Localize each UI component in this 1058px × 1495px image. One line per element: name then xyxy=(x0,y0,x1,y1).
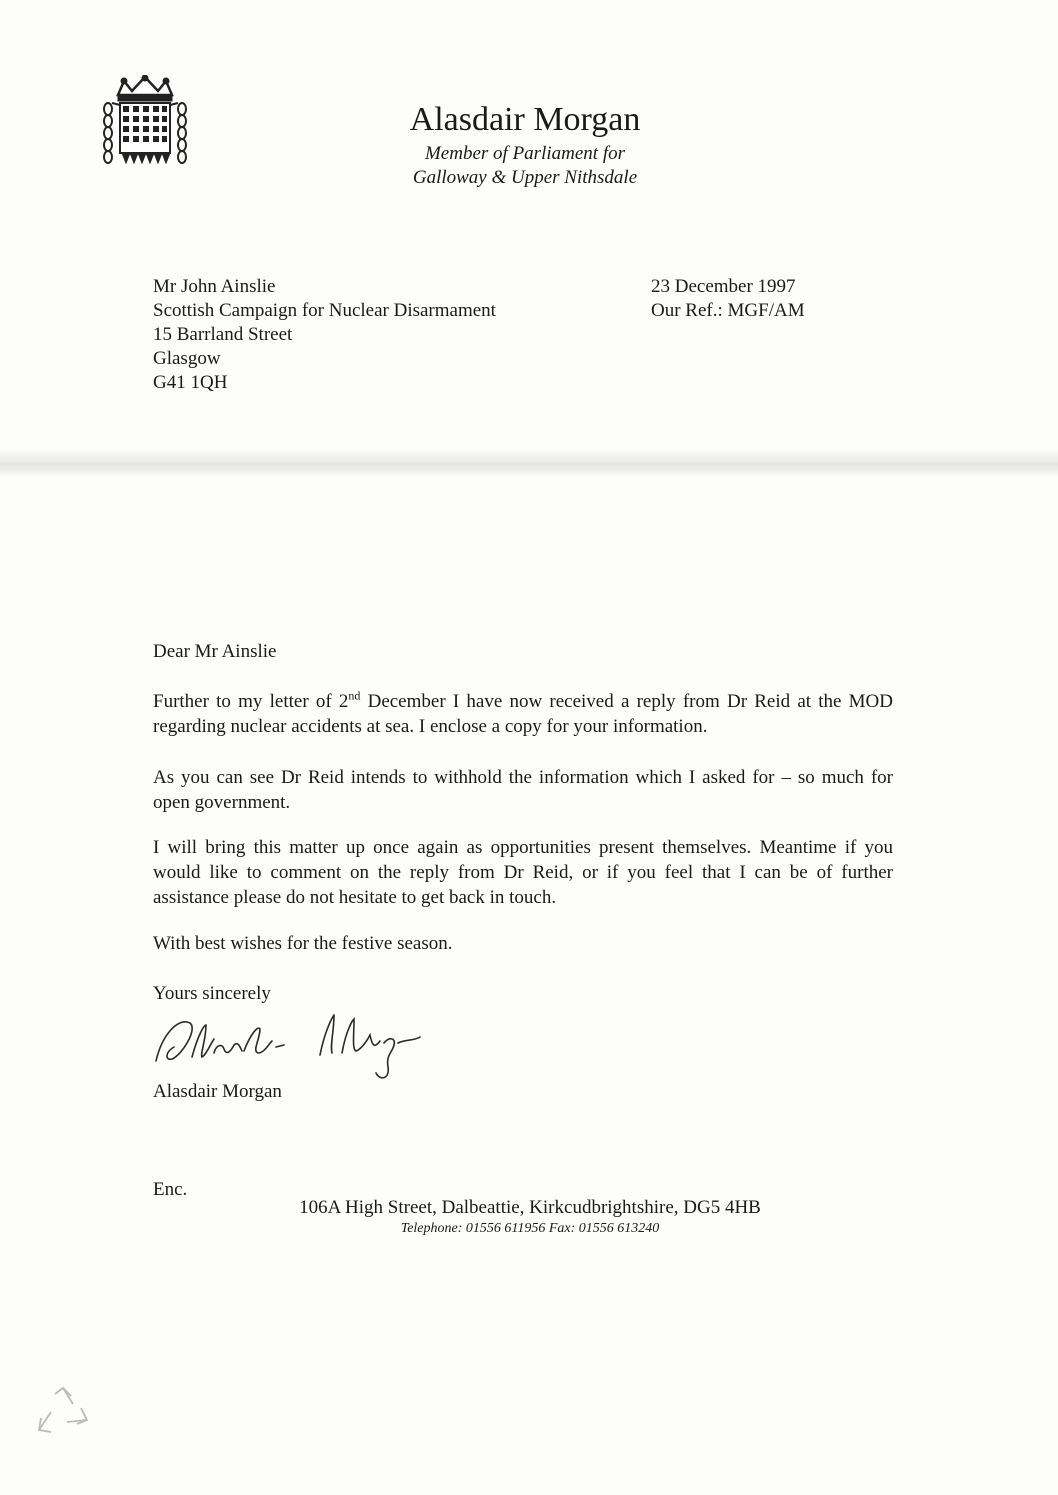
recipient-city: Glasgow xyxy=(153,348,221,369)
paragraph-2: As you can see Dr Reid intends to withhold the information which I asked for – so much for open government. xyxy=(153,767,893,813)
portcullis-crest-icon xyxy=(100,75,190,173)
ordinal-suffix: nd xyxy=(348,688,361,703)
closing: Yours sincerely xyxy=(153,983,271,1004)
paper-fold-shadow xyxy=(0,448,1058,478)
recipient-address xyxy=(153,275,496,395)
mp-constituency-line2: Galloway & Upper Nithsdale xyxy=(412,167,638,188)
paragraph-3: I will bring this matter up once again as opportunities present themselves. Meantime if you would like to comment on the reply from Dr Reid, or if you feel that I can be of further assistance please do not hesitate to get back in touch. xyxy=(153,837,893,908)
mp-constituency-line1: Member of Parliament for xyxy=(424,143,625,164)
footer-address: 106A High Street, Dalbeattie, Kirkcudbrightshire, DG5 4HB xyxy=(299,1197,761,1218)
paragraph-1-end: December I have now received a reply from Dr Reid at the MOD regarding nuclear accidents at sea. I enclose a copy for your information. xyxy=(153,691,893,737)
recipient-postcode: G41 1QH xyxy=(153,372,228,393)
letter-meta xyxy=(651,275,805,323)
enclosure-note: Enc. xyxy=(153,1179,188,1200)
recipient-name: Mr John Ainslie xyxy=(153,276,276,297)
paragraph-1 xyxy=(153,689,893,739)
letter-date: 23 December 1997 xyxy=(651,276,796,297)
paragraph-4: With best wishes for the festive season. xyxy=(153,933,453,954)
handwritten-signature xyxy=(148,995,438,1085)
recipient-street: 15 Barrland Street xyxy=(153,324,293,345)
mp-name: Alasdair Morgan xyxy=(409,101,641,138)
footer-contact: Telephone: 01556 611956 Fax: 01556 613240 xyxy=(400,1221,660,1236)
letter-reference: Our Ref.: MGF/AM xyxy=(651,300,805,321)
recipient-organisation: Scottish Campaign for Nuclear Disarmament xyxy=(153,300,496,321)
salutation: Dear Mr Ainslie xyxy=(153,641,277,662)
paragraph-1-start: Further to my letter of 2 xyxy=(153,691,349,712)
recycle-icon xyxy=(33,1384,93,1444)
signatory-name: Alasdair Morgan xyxy=(153,1081,282,1102)
